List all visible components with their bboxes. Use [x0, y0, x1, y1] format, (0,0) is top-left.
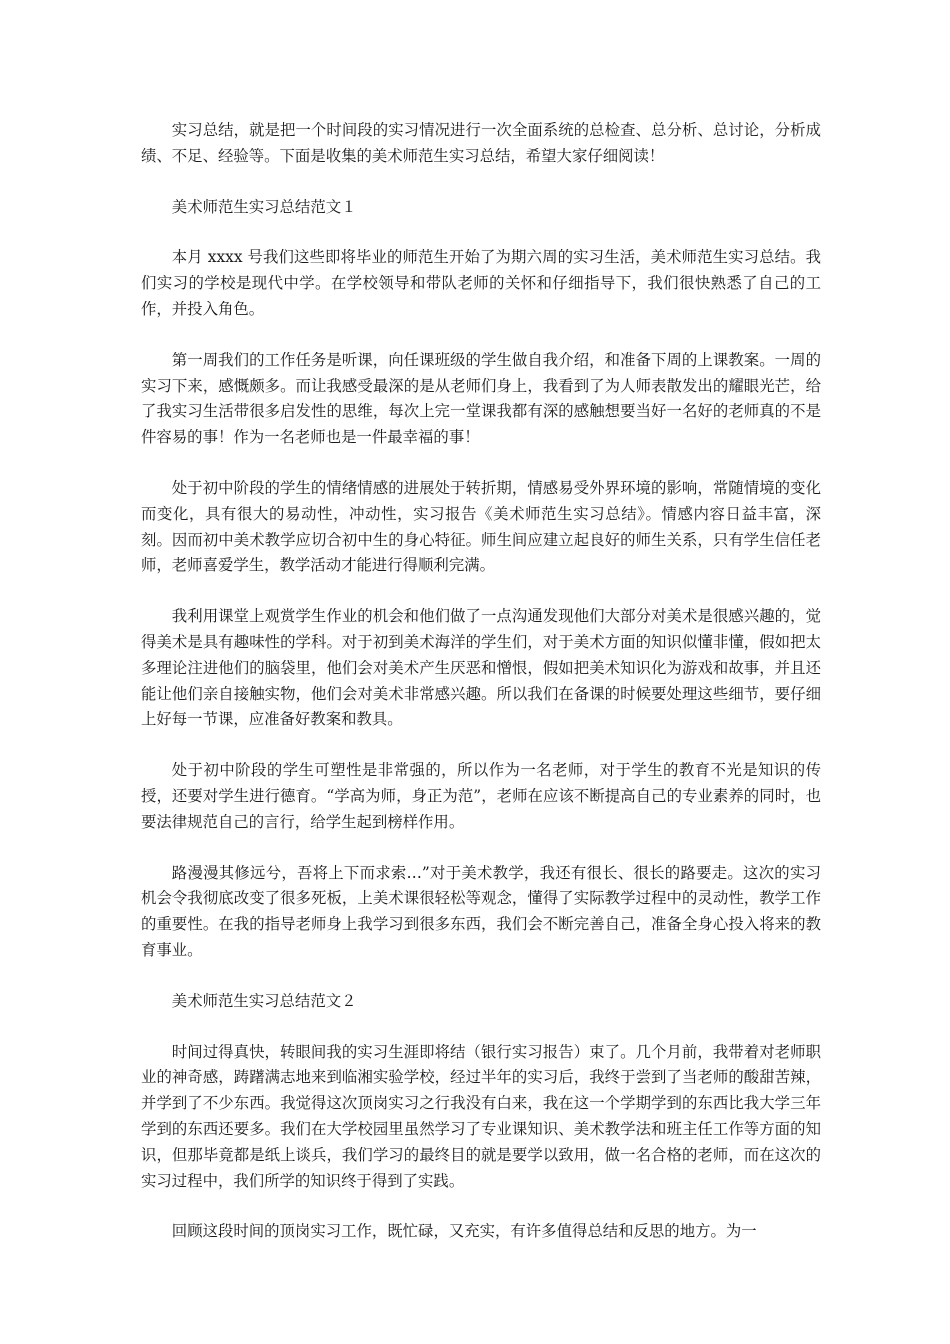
body-paragraph: 时间过得真快，转眼间我的实习生涯即将结（银行实习报告）束了。几个月前，我带着对老师职业的神奇感，踌躇满志地来到临湘实验学校，经过半年的实习后，我终于尝到了当老师的酸甜苦辣，并学到了不少东西。我觉得这次顶岗实习之行我没有白来，我在这一个学期学到的东西比我大学三年学到的东西还要多。我们在大学校园里虽然学习了专业课知识、美术教学法和班主任工作等方面的知识，但那毕竟都是纸上谈兵，我们学习的最终目的就是要学以致用，做一名合格的老师，而在这次的实习过程中，我们所学的知识终于得到了实践。 — [141, 1042, 821, 1190]
document-page — [141, 118, 821, 1270]
body-paragraph: 回顾这段时间的顶岗实习工作，既忙碌，又充实，有许多值得总结和反思的地方。为一 — [171, 1222, 757, 1241]
section-heading-2: 美术师范生实习总结范文２ — [171, 991, 357, 1010]
body-paragraph: 本月 xxxx 号我们这些即将毕业的师范生开始了为期六周的实习生活，美术师范生实习总结。我们实习的学校是现代中学。在学校领导和带队老师的关怀和仔细指导下，我们很快熟悉了自己的工作，并投入角色。 — [141, 248, 821, 318]
body-paragraph: 我利用课堂上观赏学生作业的机会和他们做了一点沟通发现他们大部分对美术是很感兴趣的，觉得美术是具有趣味性的学科。对于初到美术海洋的学生们，对于美术方面的知识似懂非懂，假如把太多理论注进他们的脑袋里，他们会对美术产生厌恶和憎恨，假如把美术知识化为游戏和故事，并且还能让他们亲自接触实物，他们会对美术非常感兴趣。所以我们在备课的时候要处理这些细节，要仔细上好每一节课，应准备好教案和教具。 — [141, 607, 821, 729]
section-heading-1: 美术师范生实习总结范文１ — [171, 197, 357, 216]
intro-paragraph: 实习总结，就是把一个时间段的实习情况进行一次全面系统的总检查、总分析、总讨论，分析成绩、不足、经验等。下面是收集的美术师范生实习总结，希望大家仔细阅读！ — [141, 121, 821, 165]
body-paragraph: 处于初中阶段的学生可塑性是非常强的，所以作为一名老师，对于学生的教育不光是知识的传授，还要对学生进行德育。“学高为师，身正为范”，老师在应该不断提高自己的专业素养的同时，也要法律规范自己的言行，给学生起到榜样作用。 — [141, 761, 821, 831]
body-paragraph: 第一周我们的工作任务是听课，向任课班级的学生做自我介绍，和准备下周的上课教案。一周的实习下来，感慨颇多。而让我感受最深的是从老师们身上，我看到了为人师表散发出的耀眼光芒，给了我实习生活带很多启发性的思维，每次上完一堂课我都有深的感触想要当好一名好的老师真的不是件容易的事！作为一名老师也是一件最幸福的事！ — [141, 350, 821, 447]
body-paragraph: 路漫漫其修远兮，吾将上下而求索…”对于美术教学，我还有很长、很长的路要走。这次的实习机会令我彻底改变了很多死板，上美术课很轻松等观念，懂得了实际教学过程中的灵动性，教学工作的重要性。在我的指导老师身上我学习到很多东西，我们会不断完善自己，准备全身心投入将来的教育事业。 — [141, 863, 821, 959]
body-paragraph: 处于初中阶段的学生的情绪情感的进展处于转折期，情感易受外界环境的影响，常随情境的变化而变化，具有很大的易动性，冲动性，实习报告《美术师范生实习总结》。情感内容日益丰富，深刻。因而初中美术教学应切合初中生的身心特征。师生间应建立起良好的师生关系，只有学生信任老师，老师喜爱学生，教学活动才能进行得顺利完满。 — [141, 478, 821, 575]
